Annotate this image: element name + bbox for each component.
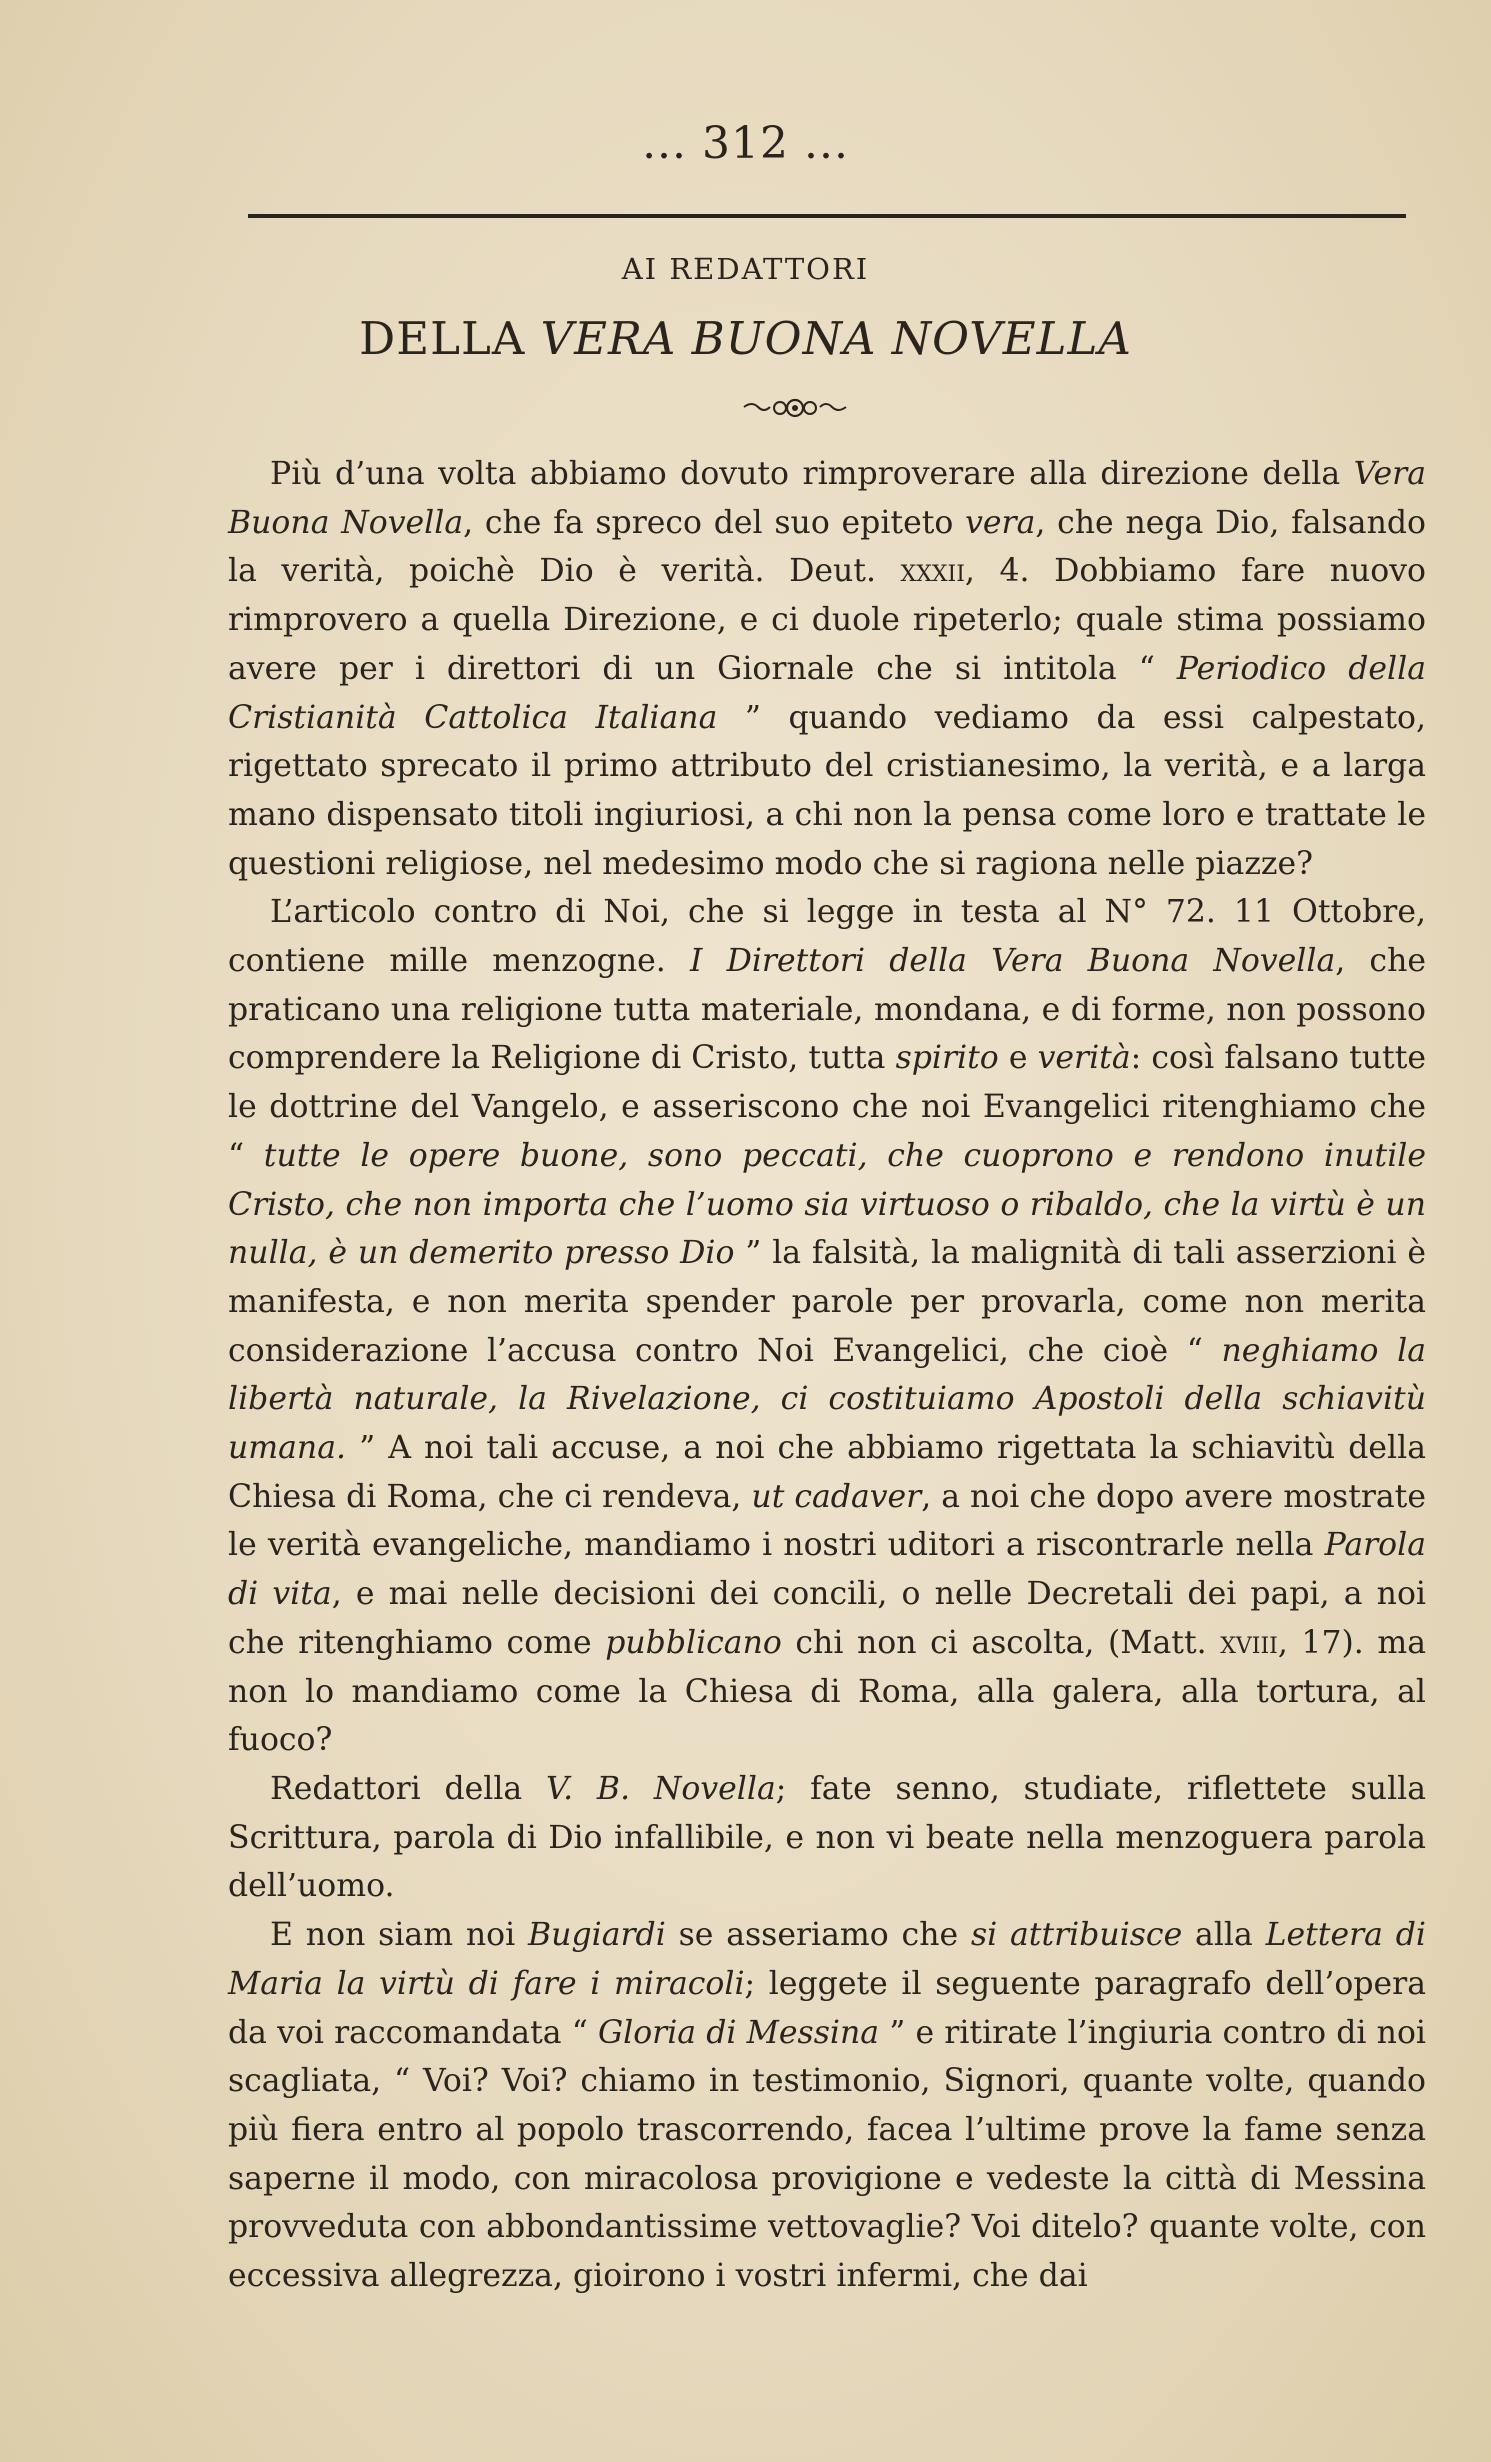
text-run: : così falsano tutte le dottrine del Vangelo, e asseriscono che noi Evangelici ritenghiamo che “ xyxy=(228,1040,1426,1174)
text-run: , che nega Dio, falsando la verità, poichè Dio è verità. Deut. xyxy=(228,504,1426,590)
italic-run: si attribuisce xyxy=(970,1917,1183,1954)
italic-run: V. B. Novella xyxy=(545,1770,776,1807)
italic-run: tutte le opere buone, sono peccati, che cuoprono e rendono inutile Cristo, che non importa che l’uomo sia virtuoso o ribaldo, che la virtù è un nulla, è un demerito presso Dio xyxy=(228,1137,1426,1272)
text-run: L’articolo contro di Noi, che si legge in testa al N° 72. 11 Ottobre, contiene mille menzogne. xyxy=(228,894,1426,980)
italic-run: I Direttori della Vera Buona Novella xyxy=(689,943,1336,980)
text-run: , a noi che dopo avere mostrate le verità evangeliche, mandiamo i nostri uditori a riscontrarle nella xyxy=(228,1478,1426,1564)
text-run: xxxii xyxy=(900,553,965,590)
italic-run: vera xyxy=(965,504,1036,541)
paragraph xyxy=(228,1911,1426,2301)
text-run: , che fa spreco del suo epiteto xyxy=(463,504,966,541)
text-run: , 17). ma non lo mandiamo come la Chiesa di Roma, alla galera, alla tortura, al fuoco? xyxy=(228,1624,1426,1759)
paragraph xyxy=(228,1765,1426,1911)
text-run: xviii xyxy=(1220,1624,1278,1661)
italic-run: Periodico della Cristianità Cattolica Italiana xyxy=(228,650,1426,736)
italic-run: verità xyxy=(1037,1040,1131,1077)
text-run: se asseriamo che xyxy=(665,1917,971,1954)
heading-title-italic: VERA BUONA NOVELLA xyxy=(540,312,1132,365)
italic-run: Bugiardi xyxy=(528,1917,666,1954)
italic-run: ut cadaver xyxy=(751,1478,922,1515)
body-text xyxy=(228,450,1426,2301)
text-run: chi non ci ascolta, (Matt. xyxy=(781,1624,1221,1661)
text-run: ” quando vediamo da essi calpestato, rigettato sprecato il primo attributo del cristianesimo, la verità, e a larga mano dispensato titoli ingiuriosi, a chi non la pensa come loro e trattate le questioni religiose, nel medesimo modo che si ragiona nelle piazze? xyxy=(228,699,1427,882)
text-run: ” A noi tali accuse, a noi che abbiamo rigettata la schiavitù della Chiesa di Roma, che ci rendeva, xyxy=(228,1430,1426,1515)
page-number: ... 312 ... xyxy=(642,118,849,169)
ornament-icon xyxy=(740,393,850,423)
text-run: Più d’una volta abbiamo dovuto rimproverare alla direzione della xyxy=(270,456,1354,492)
italic-run: Parola di vita xyxy=(228,1527,1426,1613)
text-run: ; fate senno, studiate, riflettete sulla Scrittura, parola di Dio infallibile, e non vi beate nella menzoguera parola dell’uomo. xyxy=(228,1770,1426,1905)
text-run: Redattori della xyxy=(270,1770,546,1807)
text-run: e xyxy=(998,1040,1038,1077)
text-run: ” e ritirate l’ingiuria contro di noi scagliata, “ Voi? Voi? chiamo in testimonio, Signori, quante volte, quando più fiera entro al popolo trascorrendo, facea l’ultime prove la fame senza saperne il modo, con miracolosa provigione e vedeste la città di Messina provveduta con abbondantissime vettovaglie? Voi ditelo? quante volte, con eccessiva allegrezza, gioirono i vostri infermi, che dai xyxy=(228,2014,1426,2295)
heading-title xyxy=(0,312,1491,365)
italic-run: Lettera di Maria la virtù di fare i miracoli xyxy=(228,1917,1426,2002)
italic-run: Gloria di Messina xyxy=(597,2014,880,2051)
text-run: ” la falsità, la malignità di tali asserzioni è manifesta, e non merita spender parole per provarla, come non merita considerazione l’accusa contro Noi Evangelici, che cioè “ xyxy=(228,1235,1427,1369)
text-run: , e mai nelle decisioni dei concili, o nelle Decretali dei papi, a noi che ritenghiamo come xyxy=(228,1576,1426,1661)
header-rule xyxy=(248,214,1406,218)
heading-addressee: AI REDATTORI xyxy=(621,252,870,286)
paragraph xyxy=(228,450,1426,888)
paragraph xyxy=(228,888,1426,1765)
text-run: alla xyxy=(1182,1917,1266,1954)
italic-run: pubblicano xyxy=(605,1624,782,1661)
italic-run: spirito xyxy=(895,1040,999,1077)
text-run: E non siam noi xyxy=(270,1917,529,1954)
heading-title-plain: DELLA xyxy=(359,312,541,365)
text-run: ; leggete il seguente paragrafo dell’opera da voi raccomandata “ xyxy=(228,1965,1426,2051)
italic-run: neghiamo la libertà naturale, la Rivelazione, ci costituiamo Apostoli della schiavitù umana. xyxy=(228,1332,1427,1467)
text-run: , che praticano una religione tutta materiale, mondana, e di forme, non possono comprendere la Religione di Cristo, tutta xyxy=(228,943,1427,1077)
italic-run: Vera Buona Novella xyxy=(228,456,1426,541)
text-run: , 4. Dobbiamo fare nuovo rimprovero a quella Direzione, e ci duole ripeterlo; quale stima possiamo avere per i direttori di un Giornale che si intitola “ xyxy=(228,553,1426,687)
